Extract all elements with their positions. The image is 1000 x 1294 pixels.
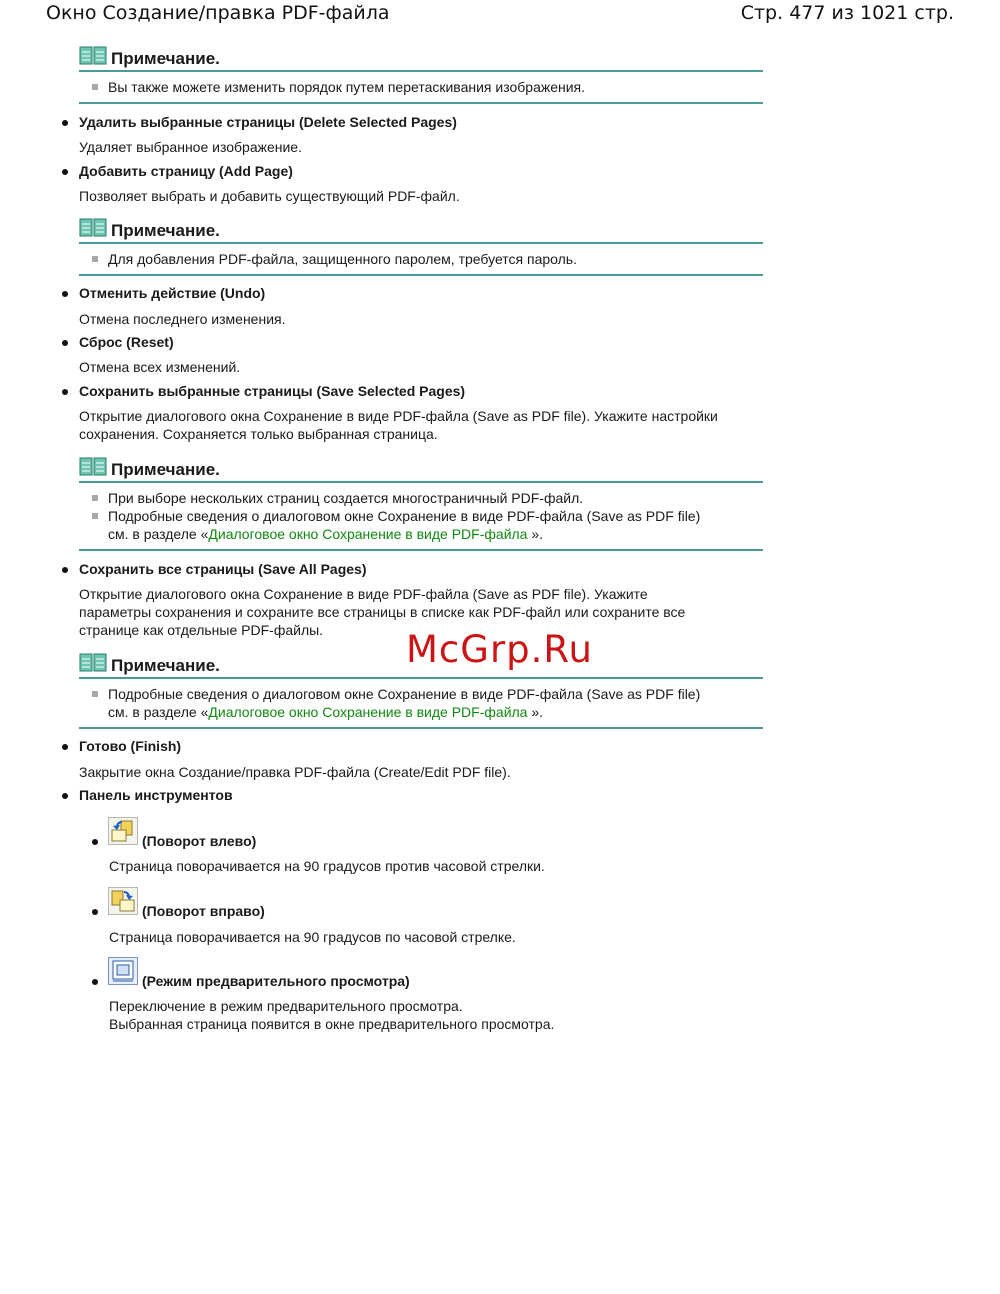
save-all-title: Сохранить все страницы (Save All Pages)	[79, 561, 367, 577]
bullet-icon	[62, 120, 68, 126]
note-box-1	[79, 44, 763, 104]
finish-desc: Закрытие окна Создание/правка PDF-файла (Create/Edit PDF file).	[79, 764, 511, 780]
bullet-icon	[92, 979, 98, 985]
bullet-icon	[62, 793, 68, 799]
square-bullet-icon	[92, 495, 98, 501]
note-item: Подробные сведения о диалоговом окне Сохранение в виде PDF-файла (Save as PDF file) см. в разделе «Диалоговое окно Сохранение в виде PDF-файла ».	[79, 507, 763, 543]
add-desc: Позволяет выбрать и добавить существующий PDF-файл.	[79, 188, 460, 204]
rotate-right-icon[interactable]	[108, 887, 138, 915]
note-box-3	[79, 455, 763, 551]
save-selected-desc-2: сохранения. Сохраняется только выбранная страница.	[79, 426, 438, 442]
square-bullet-icon	[92, 513, 98, 519]
square-bullet-icon	[92, 691, 98, 697]
note-item: Подробные сведения о диалоговом окне Сохранение в виде PDF-файла (Save as PDF file) см. в разделе «Диалоговое окно Сохранение в виде PDF-файла ».	[79, 685, 763, 721]
save-dialog-link[interactable]: Диалоговое окно Сохранение в виде PDF-файла	[208, 704, 528, 720]
square-bullet-icon	[92, 256, 98, 262]
book-icon	[79, 653, 107, 673]
note-title: Примечание.	[111, 221, 220, 240]
preview-mode-icon[interactable]	[108, 957, 138, 985]
bullet-icon	[62, 169, 68, 175]
book-icon	[79, 218, 107, 238]
reset-title: Сброс (Reset)	[79, 334, 174, 350]
preview-mode-title: (Режим предварительного просмотра)	[142, 973, 410, 989]
book-icon	[79, 46, 107, 66]
square-bullet-icon	[92, 84, 98, 90]
note-title: Примечание.	[111, 656, 220, 675]
bullet-icon	[62, 567, 68, 573]
delete-title: Удалить выбранные страницы (Delete Selected Pages)	[79, 114, 457, 130]
note-title: Примечание.	[111, 460, 220, 479]
bullet-icon	[62, 389, 68, 395]
rotate-left-icon[interactable]	[108, 817, 138, 845]
finish-title: Готово (Finish)	[79, 738, 182, 754]
rotate-left-desc: Страница поворачивается на 90 градусов против часовой стрелки.	[109, 858, 545, 874]
rotate-right-title: (Поворот вправо)	[142, 903, 265, 919]
rotate-right-desc: Страница поворачивается на 90 градусов по часовой стрелке.	[109, 929, 516, 945]
add-title: Добавить страницу (Add Page)	[79, 163, 293, 179]
reset-desc: Отмена всех изменений.	[79, 359, 241, 375]
toolbar-title: Панель инструментов	[79, 787, 233, 803]
save-selected-title: Сохранить выбранные страницы (Save Selected Pages)	[79, 383, 466, 399]
preview-mode-desc-1: Переключение в режим предварительного просмотра.	[109, 998, 463, 1014]
rotate-left-title: (Поворот влево)	[142, 833, 257, 849]
save-selected-desc-1: Открытие диалогового окна Сохранение в виде PDF-файла (Save as PDF file). Укажите настройки	[79, 408, 718, 424]
page-counter: Стр. 477 из 1021 стр.	[740, 2, 954, 24]
save-dialog-link[interactable]: Диалоговое окно Сохранение в виде PDF-файла	[208, 526, 528, 542]
note-item: Для добавления PDF-файла, защищенного паролем, требуется пароль.	[79, 250, 763, 268]
save-all-desc-2: параметры сохранения и сохраните все страницы в списке как PDF-файл или сохраните все	[79, 604, 686, 620]
page-title: Окно Создание/правка PDF-файла	[46, 2, 390, 24]
watermark: McGrp.Ru	[406, 628, 593, 671]
delete-desc: Удаляет выбранное изображение.	[79, 139, 302, 155]
preview-mode-desc-2: Выбранная страница появится в окне предварительного просмотра.	[109, 1016, 555, 1032]
bullet-icon	[92, 839, 98, 845]
undo-desc: Отмена последнего изменения.	[79, 311, 286, 327]
save-all-desc-1: Открытие диалогового окна Сохранение в виде PDF-файла (Save as PDF file). Укажите	[79, 586, 648, 602]
note-title: Примечание.	[111, 49, 220, 68]
note-item: При выборе нескольких страниц создается многостраничный PDF-файл.	[79, 489, 763, 507]
undo-title: Отменить действие (Undo)	[79, 285, 266, 301]
save-all-desc-3: странице как отдельные PDF-файлы.	[79, 622, 324, 638]
note-box-2	[79, 216, 763, 276]
bullet-icon	[62, 291, 68, 297]
bullet-icon	[62, 340, 68, 346]
note-item: Вы также можете изменить порядок путем перетаскивания изображения.	[79, 78, 763, 96]
bullet-icon	[62, 744, 68, 750]
book-icon	[79, 457, 107, 477]
note-box-4	[79, 651, 763, 729]
bullet-icon	[92, 909, 98, 915]
